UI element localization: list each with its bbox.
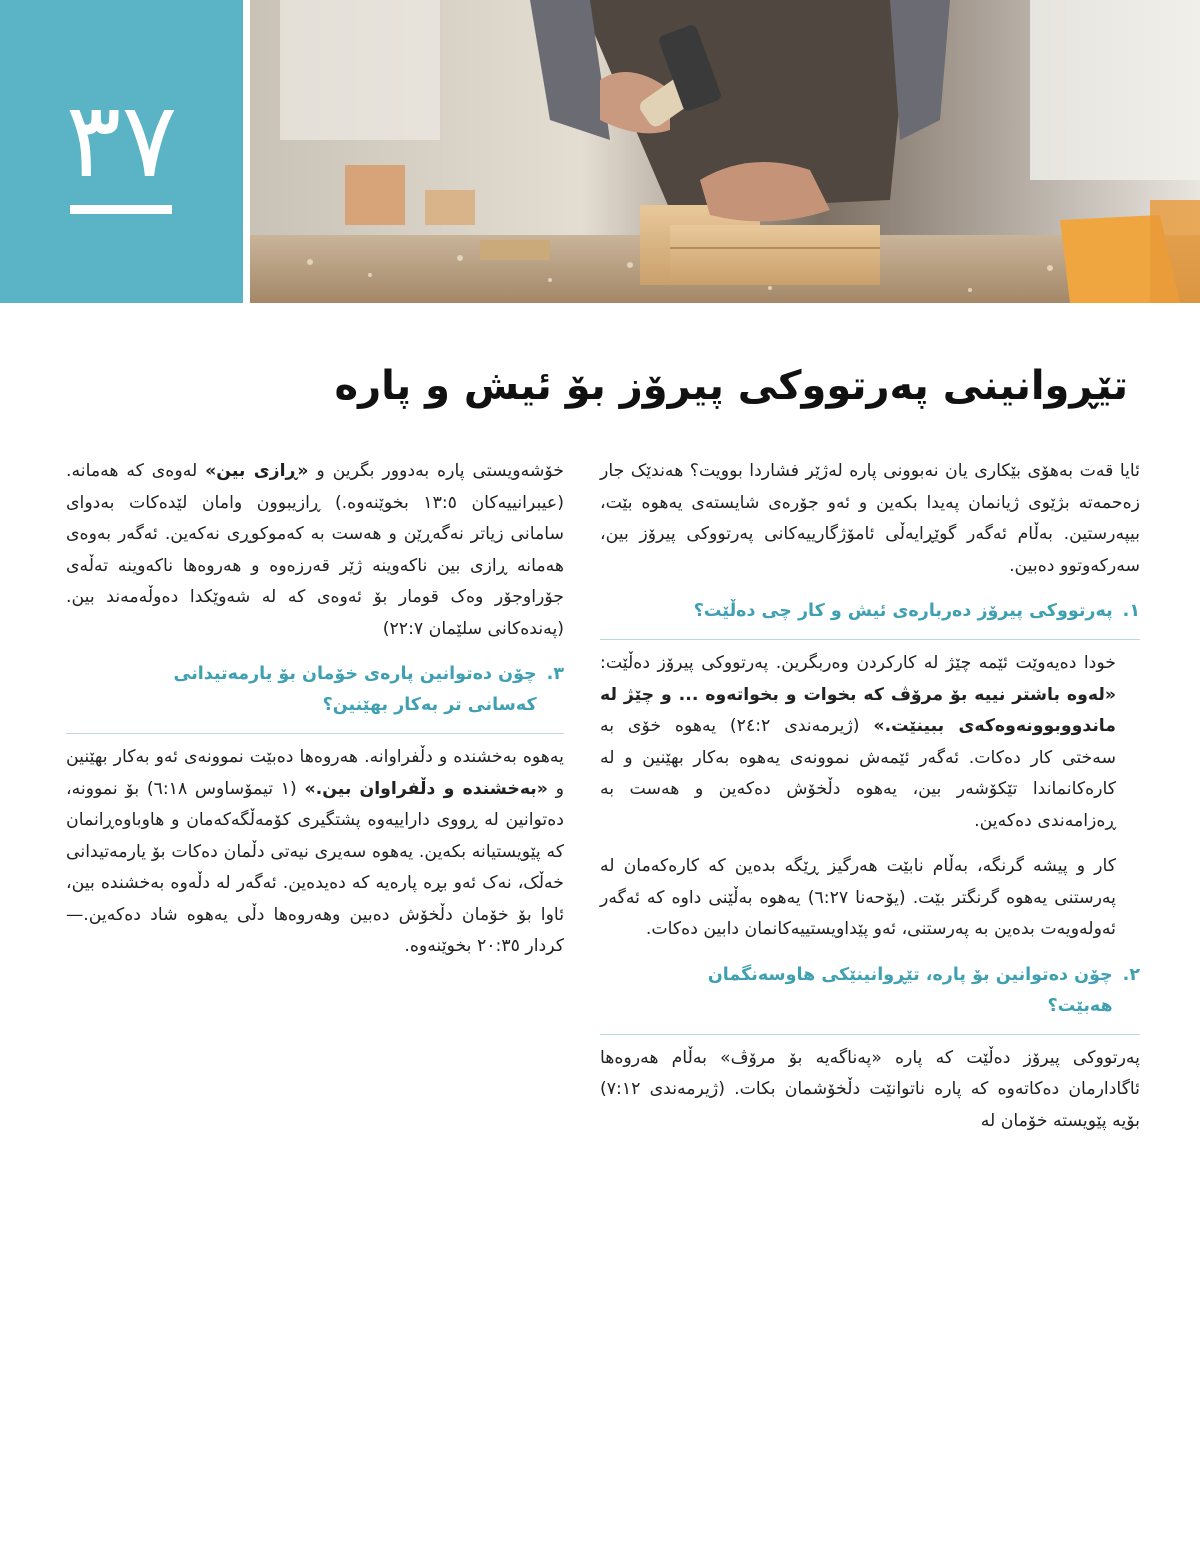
carpenter-hammer-photo-icon (250, 0, 1200, 303)
question-2-text: چۆن دەتوانین بۆ پارە، تێڕوانینێکی هاوسەنگمان هەبێت؟ (707, 964, 1113, 1016)
question-3 (66, 659, 564, 721)
question-1-divider (600, 639, 1140, 640)
lesson-number-underline (70, 205, 172, 214)
question-3-text: چۆن دەتوانین پارەی خۆمان بۆ یارمەتیدانی کەسانی تر بەکار بهێنین؟ (173, 664, 537, 715)
column-left (66, 456, 564, 977)
section-2-paragraph-1: پەرتووکی پیرۆز دەڵێت کە پارە «پەناگەیە بۆ مرۆڤ» بەڵام هەروەها ئاگادارمان دەکاتەوە کە پارە ناتوانێت دڵخۆشمان بکات. (ژیرمەندی ٧:١٢) بۆیە پێویستە خۆمان لە (600, 1047, 1140, 1131)
section-1-text-b: (ژیرمەندی ٢٤:٢) یەهوە خۆی بە سەختی کار دەکات. ئەگەر ئێمەش نموونەی یەهوە بەکار بهێنین و لە کارەکانماندا تێکۆشەر بین، یەهوە دڵخۆش دەکەین و هەست بە ڕەزامەندی دەکەین. (600, 716, 1116, 831)
question-1-number: ١. (1122, 601, 1140, 621)
question-2-divider (600, 1034, 1140, 1035)
section-1-text-a: خودا دەیەوێت ئێمە چێژ لە کارکردن وەربگرین. پەرتووکی پیرۆز دەڵێت: (600, 653, 1116, 673)
intro-paragraph: ئایا قەت بەهۆی بێکاری یان نەبوونی پارە لەژێر فشاردا بوویت؟ هەندێک جار زەحمەتە بژێوی ژیانمان پەیدا بکەین و ئەو جۆرەی شایستەی یەهوە بێت، بیپەرستین. بەڵام ئەگەر گوێڕایەڵی ئامۆژگارییەکانی پەرتووکی پیرۆز بین، سەرکەوتوو دەبین. (600, 461, 1140, 576)
question-2 (600, 960, 1140, 1022)
section-1-paragraph-2: کار و پیشە گرنگە، بەڵام نابێت هەرگیز ڕێگە بدەین کە کارەکەمان لە پەرستنی یەهوە گرنگتر بێت. (یۆحەنا ٦:٢٧) یەهوە بەڵێنی داوە کە ئەگەر ئەولەویەت بدەین بە پەرستنی، ئەو پێداویستییەکانمان دابین دەکات. (600, 856, 1116, 939)
lesson-number: ٣٧ (65, 79, 178, 201)
page-title: تێڕوانینی پەرتووکی پیرۆز بۆ ئیش و پارە (334, 363, 1128, 409)
column-right (600, 456, 1140, 1151)
section-3-paragraph-1 (66, 742, 564, 963)
question-1 (600, 596, 1140, 627)
section-1-paragraph-1 (600, 648, 1140, 837)
section-2-quote: «ڕازی بین» (205, 461, 309, 481)
hero-photo (250, 0, 1200, 303)
question-1-text: پەرتووکی پیرۆز دەربارەی ئیش و کار چی دەڵێت؟ (693, 601, 1113, 621)
section-3-quote: «بەخشندە و دڵفراوان بین.» (304, 778, 548, 799)
section-3-text-a: یەهوە بەخشندە و دڵفراوانە. هەروەها دەبێت نموونەی ئەو بەکار بهێنین و (66, 747, 564, 799)
section-2-paragraph-2 (66, 456, 564, 645)
question-3-number: ٣. (546, 664, 564, 684)
lesson-number-box (0, 0, 243, 303)
question-3-divider (66, 733, 564, 734)
section-1-quote: «لەوە باشتر نییە بۆ مرۆڤ کە بخوات و بخواتەوە ... و چێژ لە ماندووبوونەوەکەی ببینێت.» (600, 684, 1116, 736)
section-2-text-b: لەوەی کە هەمانە. (عیبرانییەکان ١٣:٥ بخوێنەوە.) ڕازیبوون وامان لێدەکات بەدوای سامانی زیاتر نەگەڕێن و هەست بە کەموکوڕی نەکەین. ئەگەر بەوەی هەمانە ڕازی بین ناکەوینە ژێر قەرزەوە و هەروەها ناکەوینە تەڵەی جۆراوجۆر وەک قومار بۆ ئەوەی کە لە شەوێکدا دەوڵەمەند بین. (پەندەکانی سلێمان ٢٢:٧) (66, 461, 564, 639)
section-2-text-a: خۆشەویستی پارە بەدوور بگرین و (308, 461, 564, 481)
question-2-number: ٢. (1122, 964, 1140, 985)
section-3-text-b: (١ تیمۆساوس ٦:١٨) بۆ نموونە، دەتوانین لە ڕووی داراییەوە پشتگیری کۆمەڵگەکەمان و هاوباوەڕانمان کە پێویستیانە بکەین. یەهوە سەیری نیەتی دڵمان دەکات بۆ یارمەتیدانی خەڵک، نەک ئەو بڕە پارەیە کە دەیدەین. ئەگەر لە دڵەوە بەخشندە بین، ئاوا بۆ خۆمان دڵخۆش دەبین وهەروەها دڵی یەهوە شاد دەکەین.—کردار ٢٠:٣٥ بخوێنەوە. (66, 778, 564, 956)
